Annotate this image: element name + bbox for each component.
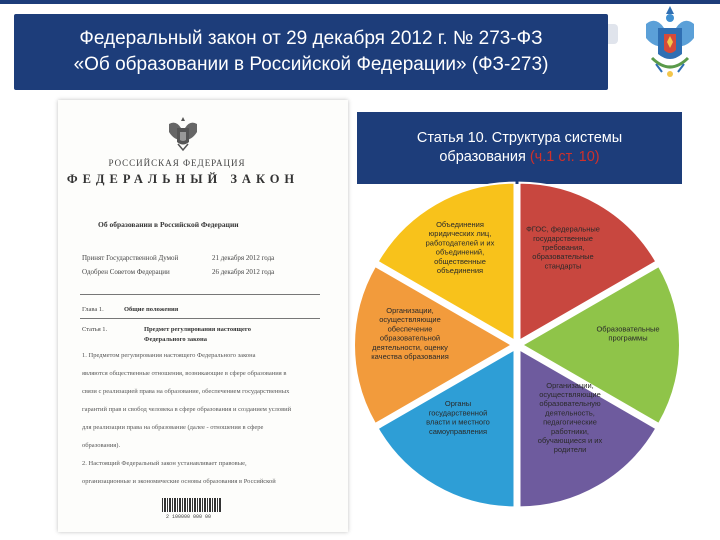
doc-approved-label: Одобрен Советом Федерации: [82, 268, 170, 276]
segment-label-line: обучающиеся и их: [537, 436, 603, 445]
article-title-line-2: [439, 148, 599, 167]
segment-label-line: образовательной: [379, 333, 441, 343]
doc-article-title-1: Предмет регулирования настоящего: [144, 326, 251, 333]
segment-label-line: родители: [553, 445, 587, 455]
academy-emblem-icon: [638, 2, 702, 82]
segment-label-line: общественные: [434, 256, 486, 266]
doc-adopted-label: Принят Государственной Думой: [82, 254, 179, 262]
title-line-2: «Об образовании в Российской Федерации» (ФЗ-273): [73, 54, 549, 75]
segment-label-line: образовательные: [532, 252, 594, 262]
doc-divider: [80, 294, 320, 295]
segment-label-line: Органы: [444, 399, 472, 409]
doc-para1-line: гарантий прав и свобод человека в сфере образования и созданием условий: [82, 406, 292, 413]
doc-para1-line: 1. Предметом регулирования настоящего Федерального закона: [82, 352, 256, 359]
article-title-prefix: образования: [439, 149, 530, 165]
segment-label-line: Объединения: [436, 220, 484, 229]
segment-label-line: работодателей и их: [425, 238, 495, 248]
doc-article-title-2: Федерального закона: [144, 336, 207, 343]
segment-label-line: государственной: [428, 408, 488, 418]
segment-label-line: программы: [608, 333, 648, 343]
doc-chapter-title: Общие положения: [124, 306, 179, 313]
doc-law-type: ФЕДЕРАЛЬНЫЙ ЗАКОН: [66, 172, 300, 186]
segment-label-line: самоуправления: [428, 426, 488, 436]
article-title-line-1: Статья 10. Структура системы: [416, 130, 623, 146]
segment-label-assessment-organizations: [371, 306, 449, 361]
doc-adopted-date: 21 декабря 2012 года: [212, 254, 275, 262]
title-line-1: Федеральный закон от 29 декабря 2012 г. № 273-ФЗ: [79, 28, 543, 49]
segment-label-line: Организации,: [546, 380, 594, 390]
doc-para1-line: для реализации права на образование (далее - отношения в сфере: [82, 424, 264, 431]
doc-country: РОССИЙСКАЯ ФЕДЕРАЦИЯ: [108, 158, 246, 168]
doc-divider: [80, 318, 320, 319]
segment-label-line: осуществляющие: [379, 315, 441, 325]
segment-label-line: работники,: [551, 426, 589, 436]
doc-subject: Об образовании в Российской Федерации: [98, 220, 239, 229]
segment-label-line: государственные: [533, 233, 593, 243]
segment-label-line: качества образования: [371, 352, 449, 361]
doc-para1-line: связи с реализацией права на образование, обеспечением государственных: [82, 388, 290, 395]
doc-approved-date: 26 декабря 2012 года: [212, 268, 275, 276]
barcode-icon: [162, 498, 222, 512]
doc-para2-line: 2. Настоящий Федеральный закон устанавливает правовые,: [82, 460, 247, 467]
doc-para2-line: организационные и экономические основы образования в Российской: [82, 478, 276, 485]
segment-label-line: деятельность,: [545, 408, 595, 418]
article-reference: (ч.1 ст. 10): [529, 149, 600, 165]
title-banner: [14, 14, 608, 90]
segment-label-line: педагогические: [543, 417, 597, 427]
segment-label-line: требования,: [541, 243, 585, 252]
top-accent-line: [0, 0, 720, 4]
segment-label-line: власти и местного: [426, 417, 490, 427]
segment-label-line: объединений,: [435, 247, 485, 257]
segment-label-educational-organizations: [538, 381, 603, 454]
segment-label-line: Образовательные: [596, 324, 660, 334]
segment-label-line: ФГОС, федеральные: [526, 224, 600, 234]
banner-tab: [608, 24, 618, 44]
segment-label-line: объединения: [436, 266, 484, 275]
segment-label-line: деятельности, оценку: [372, 342, 448, 352]
segment-label-line: обеспечение: [387, 324, 433, 334]
doc-article-label: Статья 1.: [82, 326, 108, 333]
segment-label-line: юридических лиц,: [428, 229, 492, 239]
segment-label-line: осуществляющие: [539, 390, 601, 399]
segment-label-line: стандарты: [544, 261, 582, 271]
doc-para1-line: являются общественные отношения, возникающие в сфере образования в: [82, 370, 287, 377]
doc-chapter-label: Глава 1.: [82, 306, 104, 313]
law-document-image: [58, 100, 348, 532]
coat-of-arms-icon: [166, 114, 200, 152]
segment-label-line: образовательную: [539, 399, 601, 409]
doc-barcode-text: 2 100000 000 00: [166, 514, 212, 520]
segment-label-line: Организации,: [386, 306, 434, 315]
education-structure-diagram: [340, 168, 720, 540]
doc-para1-line: образования).: [82, 442, 121, 449]
